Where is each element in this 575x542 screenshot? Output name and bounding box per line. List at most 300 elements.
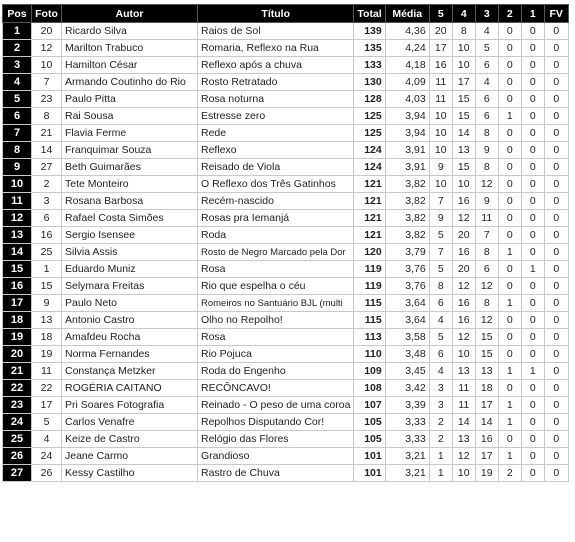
table-row[interactable]: [3, 261, 569, 278]
cell-media[interactable]: 3,33: [385, 431, 429, 448]
cell-foto[interactable]: 21: [32, 125, 62, 142]
cell-n1[interactable]: 0: [521, 74, 544, 91]
cell-titulo[interactable]: Raios de Sol: [198, 23, 354, 40]
cell-fv[interactable]: 0: [544, 380, 568, 397]
cell-total[interactable]: 121: [354, 193, 385, 210]
col-pos-header[interactable]: Pos: [3, 5, 32, 23]
cell-autor[interactable]: Paulo Pitta: [62, 91, 198, 108]
cell-n1[interactable]: 0: [521, 210, 544, 227]
cell-autor[interactable]: Armando Coutinho do Rio: [62, 74, 198, 91]
cell-n4[interactable]: 13: [452, 142, 475, 159]
cell-fv[interactable]: 0: [544, 346, 568, 363]
cell-autor[interactable]: Franquimar Souza: [62, 142, 198, 159]
cell-foto[interactable]: 27: [32, 159, 62, 176]
cell-titulo[interactable]: Romaria, Reflexo na Rua: [198, 40, 354, 57]
cell-n2[interactable]: 1: [498, 363, 521, 380]
cell-titulo[interactable]: Romeiros no Santuário BJL (multi: [198, 295, 354, 312]
cell-n5[interactable]: 4: [429, 363, 452, 380]
cell-pos[interactable]: 25: [3, 431, 32, 448]
cell-total[interactable]: 133: [354, 57, 385, 74]
cell-autor[interactable]: Rosana Barbosa: [62, 193, 198, 210]
cell-n1[interactable]: 0: [521, 159, 544, 176]
cell-titulo[interactable]: Rosto Retratado: [198, 74, 354, 91]
cell-media[interactable]: 3,82: [385, 176, 429, 193]
cell-total[interactable]: 121: [354, 227, 385, 244]
cell-n3[interactable]: 19: [475, 465, 498, 482]
cell-pos[interactable]: 9: [3, 159, 32, 176]
cell-fv[interactable]: 0: [544, 431, 568, 448]
table-row[interactable]: [3, 244, 569, 261]
cell-media[interactable]: 4,24: [385, 40, 429, 57]
cell-fv[interactable]: 0: [544, 244, 568, 261]
cell-n1[interactable]: 0: [521, 431, 544, 448]
cell-n5[interactable]: 20: [429, 23, 452, 40]
cell-n5[interactable]: 17: [429, 40, 452, 57]
cell-media[interactable]: 3,33: [385, 414, 429, 431]
cell-n3[interactable]: 17: [475, 397, 498, 414]
cell-titulo[interactable]: Reflexo: [198, 142, 354, 159]
cell-n4[interactable]: 17: [452, 74, 475, 91]
cell-total[interactable]: 124: [354, 142, 385, 159]
table-row[interactable]: [3, 57, 569, 74]
cell-pos[interactable]: 2: [3, 40, 32, 57]
cell-n4[interactable]: 20: [452, 227, 475, 244]
cell-foto[interactable]: 25: [32, 244, 62, 261]
cell-total[interactable]: 119: [354, 278, 385, 295]
cell-n4[interactable]: 11: [452, 397, 475, 414]
table-row[interactable]: [3, 193, 569, 210]
cell-n4[interactable]: 10: [452, 40, 475, 57]
cell-total[interactable]: 130: [354, 74, 385, 91]
cell-media[interactable]: 3,82: [385, 227, 429, 244]
cell-pos[interactable]: 5: [3, 91, 32, 108]
cell-n3[interactable]: 9: [475, 193, 498, 210]
cell-pos[interactable]: 18: [3, 312, 32, 329]
cell-pos[interactable]: 26: [3, 448, 32, 465]
cell-total[interactable]: 120: [354, 244, 385, 261]
col-titulo-header[interactable]: Título: [198, 5, 354, 23]
cell-foto[interactable]: 24: [32, 448, 62, 465]
cell-titulo[interactable]: RECÔNCAVO!: [198, 380, 354, 397]
cell-media[interactable]: 4,09: [385, 74, 429, 91]
cell-n2[interactable]: 2: [498, 465, 521, 482]
cell-pos[interactable]: 13: [3, 227, 32, 244]
cell-pos[interactable]: 1: [3, 23, 32, 40]
cell-titulo[interactable]: Recém-nascido: [198, 193, 354, 210]
cell-n5[interactable]: 6: [429, 295, 452, 312]
cell-foto[interactable]: 2: [32, 176, 62, 193]
cell-fv[interactable]: 0: [544, 312, 568, 329]
cell-n3[interactable]: 8: [475, 244, 498, 261]
table-row[interactable]: [3, 295, 569, 312]
cell-n4[interactable]: 16: [452, 193, 475, 210]
cell-n3[interactable]: 4: [475, 74, 498, 91]
cell-pos[interactable]: 19: [3, 329, 32, 346]
cell-foto[interactable]: 11: [32, 363, 62, 380]
cell-autor[interactable]: Carlos Venafre: [62, 414, 198, 431]
cell-fv[interactable]: 0: [544, 465, 568, 482]
cell-fv[interactable]: 0: [544, 448, 568, 465]
cell-fv[interactable]: 0: [544, 159, 568, 176]
cell-total[interactable]: 101: [354, 465, 385, 482]
cell-foto[interactable]: 12: [32, 40, 62, 57]
cell-media[interactable]: 3,76: [385, 278, 429, 295]
cell-n5[interactable]: 5: [429, 329, 452, 346]
cell-n2[interactable]: 1: [498, 414, 521, 431]
table-row[interactable]: [3, 363, 569, 380]
cell-foto[interactable]: 3: [32, 193, 62, 210]
cell-pos[interactable]: 24: [3, 414, 32, 431]
cell-n2[interactable]: 0: [498, 380, 521, 397]
cell-foto[interactable]: 19: [32, 346, 62, 363]
cell-total[interactable]: 125: [354, 125, 385, 142]
cell-total[interactable]: 115: [354, 312, 385, 329]
cell-foto[interactable]: 8: [32, 108, 62, 125]
cell-n1[interactable]: 0: [521, 91, 544, 108]
cell-fv[interactable]: 0: [544, 23, 568, 40]
cell-autor[interactable]: Rai Sousa: [62, 108, 198, 125]
cell-n5[interactable]: 11: [429, 74, 452, 91]
table-row[interactable]: [3, 346, 569, 363]
cell-n5[interactable]: 3: [429, 380, 452, 397]
cell-n3[interactable]: 14: [475, 414, 498, 431]
cell-n5[interactable]: 6: [429, 346, 452, 363]
cell-media[interactable]: 3,94: [385, 108, 429, 125]
cell-n2[interactable]: 1: [498, 295, 521, 312]
cell-pos[interactable]: 14: [3, 244, 32, 261]
cell-fv[interactable]: 0: [544, 261, 568, 278]
table-row[interactable]: [3, 397, 569, 414]
cell-n5[interactable]: 7: [429, 244, 452, 261]
cell-n2[interactable]: 1: [498, 244, 521, 261]
cell-autor[interactable]: Antonio Castro: [62, 312, 198, 329]
cell-n3[interactable]: 12: [475, 176, 498, 193]
cell-n5[interactable]: 10: [429, 142, 452, 159]
cell-autor[interactable]: Sergio Isensee: [62, 227, 198, 244]
cell-n4[interactable]: 13: [452, 431, 475, 448]
cell-pos[interactable]: 7: [3, 125, 32, 142]
cell-n2[interactable]: 0: [498, 278, 521, 295]
cell-autor[interactable]: Jeane Carmo: [62, 448, 198, 465]
cell-n2[interactable]: 1: [498, 108, 521, 125]
cell-fv[interactable]: 0: [544, 414, 568, 431]
cell-n4[interactable]: 20: [452, 261, 475, 278]
cell-n1[interactable]: 0: [521, 176, 544, 193]
cell-n2[interactable]: 0: [498, 193, 521, 210]
cell-autor[interactable]: Pri Soares Fotografia: [62, 397, 198, 414]
cell-pos[interactable]: 6: [3, 108, 32, 125]
cell-n5[interactable]: 7: [429, 193, 452, 210]
table-row[interactable]: [3, 329, 569, 346]
cell-n3[interactable]: 6: [475, 108, 498, 125]
cell-foto[interactable]: 17: [32, 397, 62, 414]
cell-n4[interactable]: 10: [452, 346, 475, 363]
cell-n4[interactable]: 16: [452, 312, 475, 329]
cell-n3[interactable]: 15: [475, 329, 498, 346]
cell-pos[interactable]: 22: [3, 380, 32, 397]
cell-n3[interactable]: 13: [475, 363, 498, 380]
cell-foto[interactable]: 9: [32, 295, 62, 312]
cell-fv[interactable]: 0: [544, 91, 568, 108]
cell-fv[interactable]: 0: [544, 57, 568, 74]
cell-n3[interactable]: 16: [475, 431, 498, 448]
table-row[interactable]: [3, 448, 569, 465]
cell-autor[interactable]: Eduardo Muniz: [62, 261, 198, 278]
cell-pos[interactable]: 16: [3, 278, 32, 295]
cell-n2[interactable]: 0: [498, 125, 521, 142]
table-row[interactable]: [3, 108, 569, 125]
table-row[interactable]: [3, 465, 569, 482]
table-row[interactable]: [3, 312, 569, 329]
cell-foto[interactable]: 18: [32, 329, 62, 346]
cell-n2[interactable]: 0: [498, 159, 521, 176]
cell-foto[interactable]: 23: [32, 91, 62, 108]
cell-n5[interactable]: 10: [429, 125, 452, 142]
cell-n5[interactable]: 3: [429, 397, 452, 414]
cell-n1[interactable]: 1: [521, 261, 544, 278]
cell-total[interactable]: 119: [354, 261, 385, 278]
cell-n2[interactable]: 0: [498, 40, 521, 57]
cell-n5[interactable]: 2: [429, 414, 452, 431]
cell-titulo[interactable]: Rio Pojuca: [198, 346, 354, 363]
cell-n5[interactable]: 5: [429, 261, 452, 278]
cell-n2[interactable]: 0: [498, 142, 521, 159]
cell-total[interactable]: 121: [354, 210, 385, 227]
cell-pos[interactable]: 4: [3, 74, 32, 91]
table-row[interactable]: [3, 278, 569, 295]
cell-n1[interactable]: 0: [521, 414, 544, 431]
cell-fv[interactable]: 0: [544, 397, 568, 414]
cell-pos[interactable]: 15: [3, 261, 32, 278]
cell-n4[interactable]: 14: [452, 125, 475, 142]
cell-n4[interactable]: 15: [452, 159, 475, 176]
cell-foto[interactable]: 26: [32, 465, 62, 482]
cell-n2[interactable]: 0: [498, 312, 521, 329]
cell-total[interactable]: 139: [354, 23, 385, 40]
cell-titulo[interactable]: Olho no Repolho!: [198, 312, 354, 329]
cell-n4[interactable]: 10: [452, 57, 475, 74]
cell-total[interactable]: 105: [354, 431, 385, 448]
cell-pos[interactable]: 10: [3, 176, 32, 193]
cell-media[interactable]: 3,76: [385, 261, 429, 278]
cell-n5[interactable]: 1: [429, 465, 452, 482]
cell-autor[interactable]: Ricardo Silva: [62, 23, 198, 40]
cell-fv[interactable]: 0: [544, 125, 568, 142]
cell-fv[interactable]: 0: [544, 278, 568, 295]
cell-total[interactable]: 105: [354, 414, 385, 431]
cell-autor[interactable]: Constança Metzker: [62, 363, 198, 380]
table-row[interactable]: [3, 414, 569, 431]
cell-n4[interactable]: 15: [452, 108, 475, 125]
cell-media[interactable]: 3,58: [385, 329, 429, 346]
cell-titulo[interactable]: Relógio das Flores: [198, 431, 354, 448]
cell-media[interactable]: 4,36: [385, 23, 429, 40]
cell-media[interactable]: 3,82: [385, 193, 429, 210]
cell-n2[interactable]: 0: [498, 210, 521, 227]
cell-n3[interactable]: 8: [475, 125, 498, 142]
cell-n4[interactable]: 16: [452, 244, 475, 261]
cell-autor[interactable]: Selymara Freitas: [62, 278, 198, 295]
cell-n1[interactable]: 0: [521, 278, 544, 295]
cell-n1[interactable]: 0: [521, 329, 544, 346]
cell-autor[interactable]: Flavia Ferme: [62, 125, 198, 142]
cell-n5[interactable]: 10: [429, 108, 452, 125]
table-row[interactable]: [3, 380, 569, 397]
cell-n3[interactable]: 7: [475, 227, 498, 244]
cell-n5[interactable]: 4: [429, 312, 452, 329]
table-row[interactable]: [3, 227, 569, 244]
cell-autor[interactable]: Rafael Costa Simões: [62, 210, 198, 227]
col-total-header[interactable]: Total: [354, 5, 385, 23]
cell-media[interactable]: 3,48: [385, 346, 429, 363]
cell-titulo[interactable]: Rio que espelha o céu: [198, 278, 354, 295]
cell-n1[interactable]: 0: [521, 125, 544, 142]
cell-media[interactable]: 3,39: [385, 397, 429, 414]
cell-n4[interactable]: 8: [452, 23, 475, 40]
col-media-header[interactable]: Média: [385, 5, 429, 23]
cell-pos[interactable]: 17: [3, 295, 32, 312]
cell-n3[interactable]: 9: [475, 142, 498, 159]
cell-n3[interactable]: 17: [475, 448, 498, 465]
cell-n3[interactable]: 11: [475, 210, 498, 227]
cell-autor[interactable]: Silvia Assis: [62, 244, 198, 261]
cell-n5[interactable]: 9: [429, 159, 452, 176]
cell-fv[interactable]: 0: [544, 176, 568, 193]
cell-n1[interactable]: 0: [521, 40, 544, 57]
cell-fv[interactable]: 0: [544, 210, 568, 227]
cell-fv[interactable]: 0: [544, 363, 568, 380]
cell-n1[interactable]: 0: [521, 465, 544, 482]
cell-foto[interactable]: 5: [32, 414, 62, 431]
cell-n2[interactable]: 0: [498, 23, 521, 40]
cell-media[interactable]: 3,45: [385, 363, 429, 380]
cell-titulo[interactable]: Grandioso: [198, 448, 354, 465]
cell-total[interactable]: 121: [354, 176, 385, 193]
cell-n1[interactable]: 0: [521, 312, 544, 329]
cell-n2[interactable]: 0: [498, 176, 521, 193]
cell-pos[interactable]: 27: [3, 465, 32, 482]
cell-n3[interactable]: 12: [475, 312, 498, 329]
cell-foto[interactable]: 4: [32, 431, 62, 448]
table-row[interactable]: [3, 91, 569, 108]
col-fv-header[interactable]: FV: [544, 5, 568, 23]
cell-n2[interactable]: 0: [498, 57, 521, 74]
cell-autor[interactable]: Marilton Trabuco: [62, 40, 198, 57]
cell-n4[interactable]: 13: [452, 363, 475, 380]
table-row[interactable]: [3, 23, 569, 40]
cell-total[interactable]: 108: [354, 380, 385, 397]
cell-titulo[interactable]: Rosa: [198, 261, 354, 278]
cell-n1[interactable]: 0: [521, 108, 544, 125]
cell-n5[interactable]: 2: [429, 431, 452, 448]
cell-n1[interactable]: 0: [521, 244, 544, 261]
cell-total[interactable]: 135: [354, 40, 385, 57]
cell-n1[interactable]: 0: [521, 295, 544, 312]
cell-titulo[interactable]: Rosas pra Iemanjá: [198, 210, 354, 227]
cell-n3[interactable]: 4: [475, 23, 498, 40]
cell-autor[interactable]: Keize de Castro: [62, 431, 198, 448]
cell-n4[interactable]: 12: [452, 210, 475, 227]
cell-n2[interactable]: 0: [498, 261, 521, 278]
table-row[interactable]: [3, 210, 569, 227]
cell-pos[interactable]: 21: [3, 363, 32, 380]
cell-n2[interactable]: 0: [498, 329, 521, 346]
col-foto-header[interactable]: Foto: [32, 5, 62, 23]
cell-n1[interactable]: 0: [521, 448, 544, 465]
cell-n5[interactable]: 10: [429, 176, 452, 193]
cell-fv[interactable]: 0: [544, 295, 568, 312]
cell-media[interactable]: 3,82: [385, 210, 429, 227]
cell-n2[interactable]: 0: [498, 227, 521, 244]
cell-n2[interactable]: 0: [498, 74, 521, 91]
col-3-header[interactable]: 3: [475, 5, 498, 23]
cell-media[interactable]: 3,64: [385, 295, 429, 312]
table-row[interactable]: [3, 431, 569, 448]
cell-n4[interactable]: 12: [452, 278, 475, 295]
cell-media[interactable]: 3,94: [385, 125, 429, 142]
cell-autor[interactable]: ROGÉRIA CAITANO: [62, 380, 198, 397]
table-row[interactable]: [3, 159, 569, 176]
cell-total[interactable]: 109: [354, 363, 385, 380]
cell-foto[interactable]: 16: [32, 227, 62, 244]
cell-n5[interactable]: 16: [429, 57, 452, 74]
cell-n4[interactable]: 16: [452, 295, 475, 312]
col-4-header[interactable]: 4: [452, 5, 475, 23]
table-row[interactable]: [3, 142, 569, 159]
col-5-header[interactable]: 5: [429, 5, 452, 23]
cell-n5[interactable]: 1: [429, 448, 452, 465]
cell-autor[interactable]: Tete Monteiro: [62, 176, 198, 193]
cell-pos[interactable]: 3: [3, 57, 32, 74]
cell-foto[interactable]: 10: [32, 57, 62, 74]
cell-pos[interactable]: 11: [3, 193, 32, 210]
cell-media[interactable]: 4,18: [385, 57, 429, 74]
cell-fv[interactable]: 0: [544, 142, 568, 159]
col-1-header[interactable]: 1: [521, 5, 544, 23]
cell-titulo[interactable]: Roda: [198, 227, 354, 244]
cell-fv[interactable]: 0: [544, 329, 568, 346]
cell-total[interactable]: 110: [354, 346, 385, 363]
cell-titulo[interactable]: O Reflexo dos Três Gatinhos: [198, 176, 354, 193]
cell-n1[interactable]: 0: [521, 23, 544, 40]
cell-n2[interactable]: 1: [498, 448, 521, 465]
cell-autor[interactable]: Amafdeu Rocha: [62, 329, 198, 346]
cell-n3[interactable]: 18: [475, 380, 498, 397]
cell-titulo[interactable]: Repolhos Disputando Cor!: [198, 414, 354, 431]
cell-n3[interactable]: 8: [475, 159, 498, 176]
cell-media[interactable]: 3,42: [385, 380, 429, 397]
cell-n3[interactable]: 15: [475, 346, 498, 363]
cell-pos[interactable]: 8: [3, 142, 32, 159]
cell-n1[interactable]: 0: [521, 380, 544, 397]
cell-n4[interactable]: 10: [452, 176, 475, 193]
cell-titulo[interactable]: Rosa noturna: [198, 91, 354, 108]
cell-media[interactable]: 3,21: [385, 465, 429, 482]
cell-n2[interactable]: 0: [498, 431, 521, 448]
cell-titulo[interactable]: Rosa: [198, 329, 354, 346]
cell-n3[interactable]: 6: [475, 91, 498, 108]
cell-fv[interactable]: 0: [544, 193, 568, 210]
cell-n4[interactable]: 10: [452, 465, 475, 482]
cell-n5[interactable]: 11: [429, 91, 452, 108]
cell-total[interactable]: 101: [354, 448, 385, 465]
cell-titulo[interactable]: Roda do Engenho: [198, 363, 354, 380]
cell-titulo[interactable]: Reinado - O peso de uma coroa: [198, 397, 354, 414]
cell-n3[interactable]: 6: [475, 57, 498, 74]
cell-n5[interactable]: 8: [429, 278, 452, 295]
cell-titulo[interactable]: Estresse zero: [198, 108, 354, 125]
cell-pos[interactable]: 20: [3, 346, 32, 363]
